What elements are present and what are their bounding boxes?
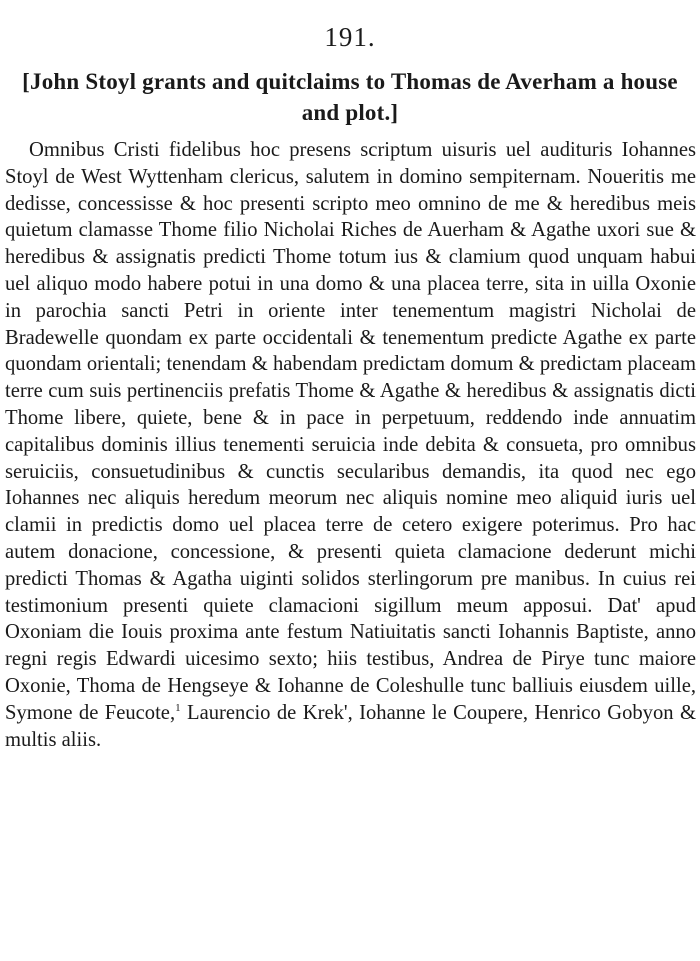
body-text-tail: Laurencio de Krek', Iohanne le Coupere, Henrico Gobyon & multis aliis. xyxy=(5,701,696,751)
body-text-main: Omnibus Cristi fidelibus hoc presens scriptum uisuris uel audituris Iohannes Stoyl de West Wyttenham clericus, salutem in domino sempiternam. Noueritis me dedisse, concessisse & hoc presenti scripto meo omnino de me & heredibus meis quietum clamasse Thome filio Nicholai Riches de Auerham & Agathe uxori sue & heredibus & assignatis predicti Thome totum ius & clamium quod unquam habui uel aliquo modo habere potui in una domo & una placea terre, sita in uilla Oxonie in parochia sancti Petri in oriente inter tenementum magistri Nicholai de Bradewelle quondam ex parte occidentali & tenementum predicte Agathe ex parte quondam orientali; tenendam & habendam predictam domum & predictam placeam terre cum suis pertinenciis prefatis Thome & Agathe & heredibus & assignatis dicti Thome libere, quiete, bene & in pace in perpetuum, reddendo inde annuatim capitalibus dominis illius tenementi seruicia inde debita & consueta, pro omnibus seruiciis, consuetudinibus & cunctis secularibus demandis, ita quod nec ego Iohannes nec aliquis heredum meorum nec aliquis nomine meo aliquid iuris uel clamii in predictis domo uel placea terre de cetero exigere poterimus. Pro hac autem donacione, concessione, & presenti quieta clamacione dederunt michi predicti Thomas & Agatha uiginti solidos sterlingorum pre manibus. In cuius rei testimonium presenti quiete clamacioni sigillum meum apposui. Dat' apud Oxoniam die Iouis proxima ante festum Natiuitatis sancti Iohannis Baptiste, anno regni regis Edwardi uicesimo sexto; hiis testibus, Andrea de Pirye tunc maiore Oxonie, Thoma de Hengseye & Iohanne de Coleshulle tunc balliuis eiusdem uille, Symone de Feucote, xyxy=(5,139,696,724)
footnote-marker: 1 xyxy=(175,701,181,714)
charter-number: 191. xyxy=(324,22,376,52)
charter-body xyxy=(5,137,696,753)
charter-heading: [John Stoyl grants and quitclaims to Thomas de Averham a house and plot.] xyxy=(22,69,678,125)
